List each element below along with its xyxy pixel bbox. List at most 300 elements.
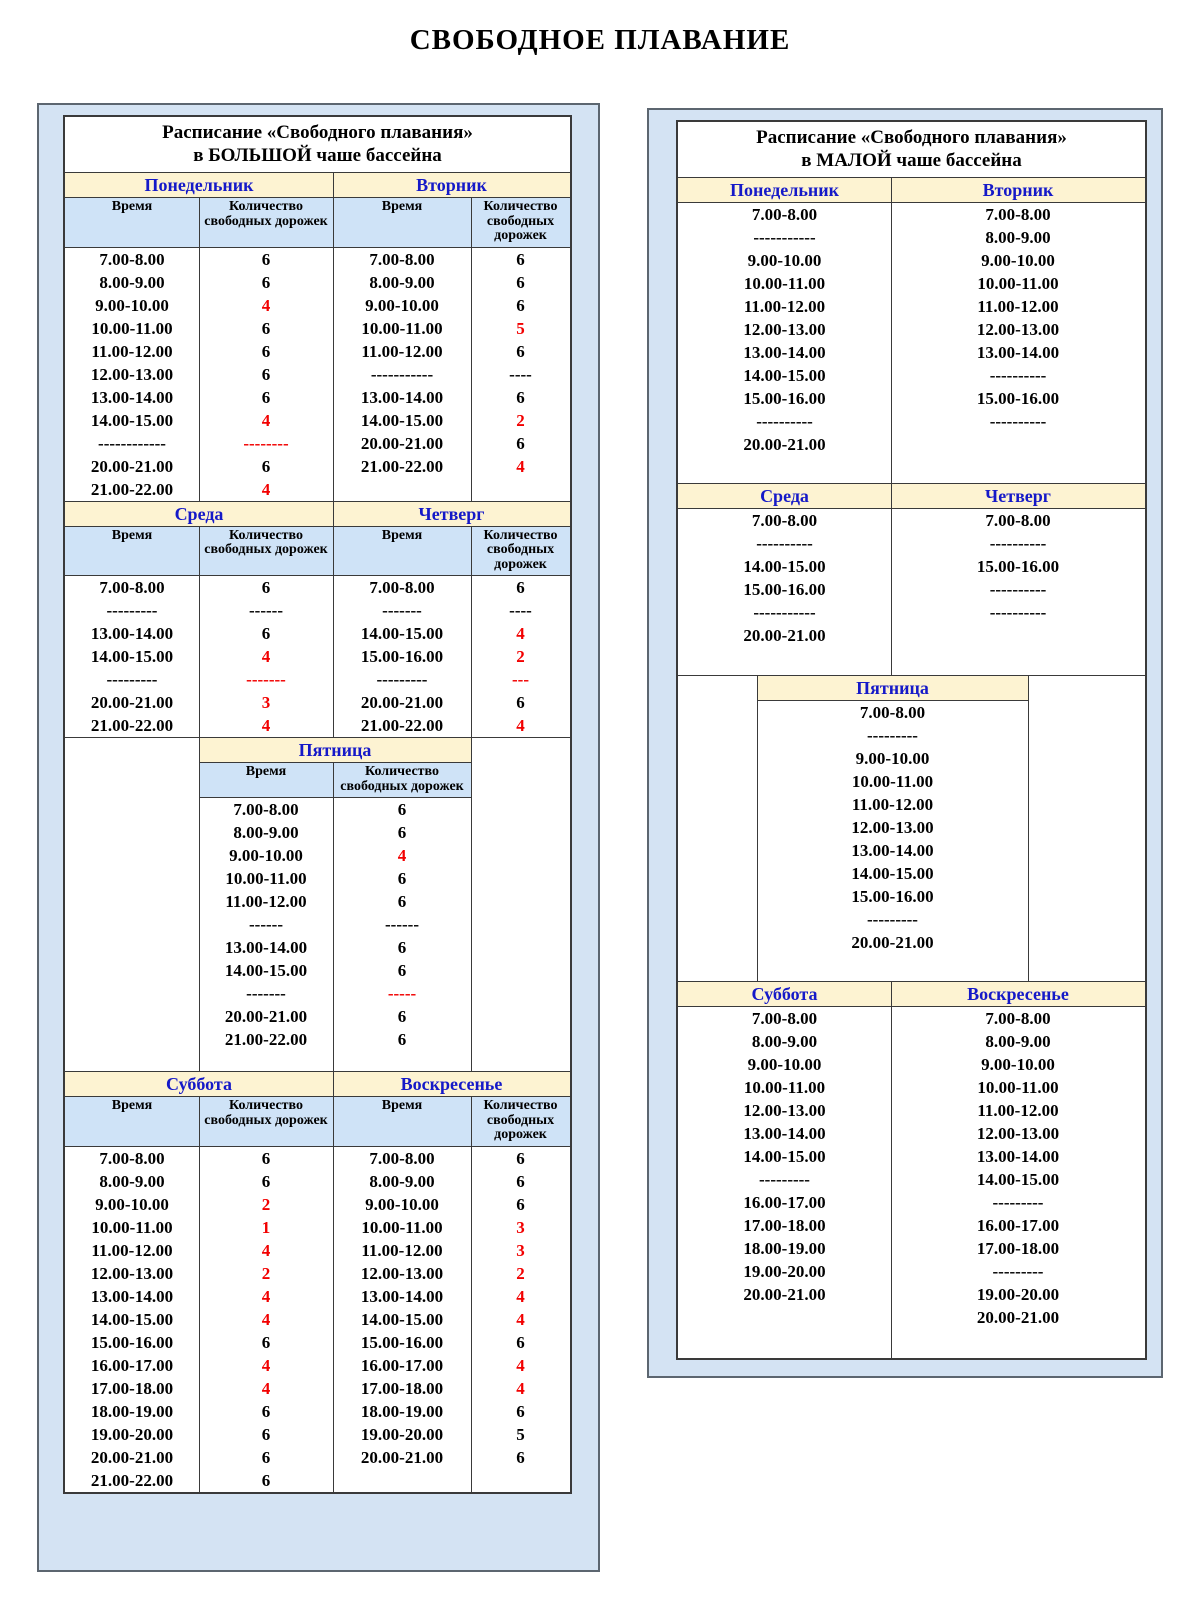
table-cell: 14.00-15.00 — [90, 410, 174, 430]
table-cell: 4 — [261, 1355, 271, 1375]
table-cell: 2 — [261, 1194, 271, 1214]
table-row — [65, 271, 570, 294]
table-cell: 21.00-22.00 — [224, 1030, 308, 1049]
table-cell: --- — [512, 670, 529, 689]
table-cell: 10.00-11.00 — [91, 1217, 173, 1237]
table-row — [678, 1030, 1145, 1053]
page-title: СВОБОДНОЕ ПЛАВАНИЕ — [409, 24, 791, 56]
table-cell — [891, 624, 1145, 647]
table-cell: 6 — [516, 1332, 525, 1352]
table-cell: 6 — [397, 823, 407, 842]
table-cell: 15.00-16.00 — [360, 1332, 444, 1352]
table-cell: 15.00-16.00 — [976, 389, 1060, 408]
table-cell: 19.00-20.00 — [360, 1424, 444, 1444]
small-pool-table — [676, 120, 1147, 1360]
day-header-row — [757, 676, 1028, 701]
table-row — [65, 1308, 570, 1331]
table-cell: ---------- — [989, 412, 1047, 431]
table-cell: 15.00-16.00 — [976, 557, 1060, 576]
table-cell: 6 — [261, 456, 271, 476]
table-cell: 14.00-15.00 — [224, 961, 308, 980]
table-cell: 20.00-21.00 — [360, 1447, 444, 1467]
table-cell: --------- — [106, 601, 158, 620]
table-cell: 6 — [261, 1401, 271, 1421]
day-header-row — [678, 982, 1145, 1007]
table-cell: 6 — [516, 1447, 525, 1467]
table-cell: ----------- — [753, 228, 816, 247]
table-cell: 11.00-12.00 — [361, 1240, 443, 1260]
day-header-saturday: Суббота — [751, 984, 818, 1004]
table-cell: 6 — [397, 938, 407, 957]
table-cell: 4 — [261, 1286, 271, 1306]
table-cell: 7.00-8.00 — [985, 1009, 1051, 1028]
table-cell: 6 — [516, 295, 525, 315]
column-header-row — [65, 198, 570, 248]
table-row — [65, 386, 570, 409]
table-cell: 4 — [261, 1240, 271, 1260]
table-cell: 20.00-21.00 — [743, 1285, 826, 1304]
table-cell: 5 — [516, 318, 525, 338]
table-cell: 9.00-10.00 — [747, 1055, 822, 1074]
table-row — [678, 318, 1145, 341]
table-cell — [678, 1306, 891, 1329]
table-cell: ---- — [509, 601, 532, 620]
table-row — [199, 798, 471, 821]
table-cell — [471, 1469, 570, 1492]
table-row — [678, 624, 1145, 647]
table-cell: 12.00-13.00 — [743, 320, 826, 339]
day-header-row — [65, 173, 570, 198]
small-section-sat-sun — [678, 982, 1145, 1358]
table-cell: 15.00-16.00 — [743, 389, 826, 408]
small-pool-title-line1: Расписание «Свободного плавания» — [756, 127, 1067, 148]
table-row — [678, 272, 1145, 295]
table-cell: 4 — [261, 479, 271, 499]
table-row — [65, 714, 570, 737]
table-row — [678, 1168, 1145, 1191]
table-cell: 4 — [516, 1378, 525, 1398]
table-cell: 6 — [261, 387, 271, 407]
table-cell: 6 — [261, 624, 271, 643]
column-header-row — [65, 1097, 570, 1147]
col-header-time: Время — [381, 1098, 423, 1113]
table-cell: 4 — [261, 295, 271, 315]
table-cell: 14.00-15.00 — [360, 624, 444, 643]
table-cell: 6 — [397, 800, 407, 819]
day-header-friday: Пятница — [298, 740, 372, 760]
table-cell: 6 — [516, 578, 525, 597]
table-row — [678, 555, 1145, 578]
table-row — [65, 1446, 570, 1469]
table-cell: 7.00-8.00 — [985, 205, 1051, 224]
table-cell: 3 — [516, 1217, 525, 1237]
day-header-monday: Понедельник — [730, 180, 839, 200]
table-cell: ------------ — [98, 433, 166, 453]
table-row — [199, 821, 471, 844]
small-section-wed-thu — [678, 484, 1145, 676]
table-row — [65, 248, 570, 271]
table-cell — [333, 1469, 471, 1492]
table-row — [199, 982, 471, 1005]
table-row — [65, 294, 570, 317]
table-cell: 7.00-8.00 — [859, 703, 926, 722]
table-row — [757, 931, 1028, 954]
table-row — [678, 1283, 1145, 1306]
table-row — [678, 1145, 1145, 1168]
table-row — [757, 793, 1028, 816]
table-cell: 10.00-11.00 — [361, 318, 443, 338]
table-cell: 9.00-10.00 — [95, 295, 169, 315]
table-row — [65, 1193, 570, 1216]
table-cell: 13.00-14.00 — [851, 841, 934, 860]
table-row — [757, 885, 1028, 908]
table-cell: 7.00-8.00 — [99, 578, 165, 597]
table-cell: 6 — [261, 1148, 271, 1168]
table-cell: 16.00-17.00 — [743, 1193, 826, 1212]
schedule-rows — [678, 509, 1145, 675]
table-cell: 12.00-13.00 — [90, 364, 174, 384]
table-row — [65, 317, 570, 340]
table-row — [757, 908, 1028, 931]
table-row — [678, 532, 1145, 555]
table-row — [678, 1122, 1145, 1145]
table-cell: 14.00-15.00 — [360, 410, 444, 430]
table-cell: 6 — [516, 1194, 525, 1214]
table-cell: 4 — [516, 1286, 525, 1306]
table-row — [65, 1216, 570, 1239]
big-pool-table — [63, 115, 572, 1494]
table-cell: 7.00-8.00 — [99, 249, 165, 269]
table-cell: --------- — [867, 910, 918, 929]
table-cell: 14.00-15.00 — [90, 647, 174, 666]
table-cell: 6 — [261, 1470, 271, 1490]
table-cell: 8.00-9.00 — [985, 228, 1051, 247]
table-cell: 13.00-14.00 — [976, 343, 1060, 362]
small-section-mon-tue — [678, 178, 1145, 484]
table-row — [678, 249, 1145, 272]
table-cell: 15.00-16.00 — [743, 580, 826, 599]
friday-block — [757, 676, 1028, 981]
table-cell: 6 — [261, 341, 271, 361]
table-cell: 17.00-18.00 — [90, 1378, 174, 1398]
table-row — [65, 576, 570, 599]
table-row — [199, 1028, 471, 1051]
table-cell: 6 — [516, 341, 525, 361]
day-header-row — [65, 1072, 570, 1097]
table-cell: 4 — [516, 1309, 525, 1329]
table-cell: 2 — [516, 1263, 525, 1283]
table-cell: 14.00-15.00 — [743, 557, 826, 576]
table-cell: --------- — [867, 726, 918, 745]
table-row — [678, 341, 1145, 364]
table-cell: 6 — [261, 318, 271, 338]
table-cell: 9.00-10.00 — [365, 1194, 439, 1214]
table-cell: 11.00-12.00 — [225, 892, 307, 911]
table-cell: 16.00-17.00 — [90, 1355, 174, 1375]
col-header-time: Время — [111, 527, 153, 543]
table-cell: 11.00-12.00 — [851, 795, 934, 814]
table-row — [199, 890, 471, 913]
table-cell: ---------- — [989, 534, 1047, 553]
table-cell: 3 — [516, 1240, 525, 1260]
table-cell: --------- — [759, 1170, 810, 1189]
table-cell: 7.00-8.00 — [985, 511, 1051, 530]
table-cell: ----------- — [753, 603, 816, 622]
table-cell: 7.00-8.00 — [751, 511, 818, 530]
col-header-lanes: Количество свободных дорожек — [483, 199, 558, 243]
day-header-saturday: Суббота — [166, 1074, 232, 1094]
table-cell: ----- — [387, 984, 417, 1003]
table-row — [757, 839, 1028, 862]
table-cell: 2 — [261, 1263, 271, 1283]
table-cell: 13.00-14.00 — [743, 1124, 826, 1143]
day-header-row — [65, 502, 570, 527]
table-cell: 21.00-22.00 — [360, 456, 444, 476]
table-row — [678, 1099, 1145, 1122]
table-row — [678, 433, 1145, 456]
schedule-rows — [65, 576, 570, 737]
table-row — [678, 1214, 1145, 1237]
table-cell: 17.00-18.00 — [360, 1378, 444, 1398]
table-cell: 21.00-22.00 — [90, 479, 174, 499]
table-cell: 4 — [261, 410, 271, 430]
table-cell: ---------- — [756, 412, 813, 431]
big-pool-title — [65, 117, 570, 173]
table-cell: ------ — [249, 915, 283, 934]
table-cell: 7.00-8.00 — [369, 249, 435, 269]
table-row — [65, 1469, 570, 1492]
table-row — [65, 691, 570, 714]
col-header-lanes: Количество свободных дорожек — [483, 527, 558, 572]
table-cell: 9.00-10.00 — [981, 1055, 1055, 1074]
table-row — [678, 226, 1145, 249]
table-cell: 14.00-15.00 — [90, 1309, 174, 1329]
table-row — [65, 409, 570, 432]
table-cell: 6 — [261, 272, 271, 292]
table-cell: 4 — [516, 716, 525, 735]
day-header-wednesday: Среда — [760, 486, 809, 506]
table-cell: 13.00-14.00 — [360, 387, 444, 407]
table-cell: 14.00-15.00 — [360, 1309, 444, 1329]
table-row — [678, 387, 1145, 410]
table-cell: 11.00-12.00 — [361, 341, 443, 361]
table-cell: 4 — [516, 1355, 525, 1375]
day-header-thursday: Четверг — [985, 486, 1051, 506]
table-cell: 6 — [397, 869, 407, 888]
table-cell: 9.00-10.00 — [855, 749, 930, 768]
table-cell: 16.00-17.00 — [360, 1355, 444, 1375]
table-cell: 11.00-12.00 — [743, 297, 826, 316]
table-row — [65, 1262, 570, 1285]
table-cell: ---------- — [989, 603, 1047, 622]
table-row — [678, 1076, 1145, 1099]
col-header-time: Время — [381, 199, 423, 214]
table-row — [199, 867, 471, 890]
table-row — [757, 701, 1028, 724]
table-row — [678, 410, 1145, 433]
table-cell: 6 — [397, 892, 407, 911]
day-header-friday: Пятница — [856, 678, 929, 698]
big-pool-panel — [37, 103, 600, 1572]
big-pool-title-line2: в БОЛЬШОЙ чаше бассейна — [193, 145, 442, 166]
table-cell: 6 — [261, 578, 271, 597]
table-cell: 9.00-10.00 — [747, 251, 822, 270]
table-cell: 6 — [261, 1171, 271, 1191]
day-header-tuesday: Вторник — [416, 175, 487, 195]
table-row — [65, 363, 570, 386]
schedule-rows — [678, 203, 1145, 483]
col-header-lanes: Количество свободных дорожек — [483, 1098, 558, 1142]
table-cell: 12.00-13.00 — [976, 320, 1060, 339]
table-cell: 8.00-9.00 — [369, 272, 435, 292]
table-cell: 7.00-8.00 — [233, 800, 299, 819]
table-cell: 19.00-20.00 — [743, 1262, 826, 1281]
schedule-rows — [65, 1147, 570, 1492]
table-row — [678, 578, 1145, 601]
small-pool-panel — [647, 108, 1163, 1378]
table-row — [757, 724, 1028, 747]
table-row — [678, 1237, 1145, 1260]
table-row — [199, 913, 471, 936]
table-cell: 11.00-12.00 — [91, 341, 173, 361]
table-cell: 9.00-10.00 — [95, 1194, 169, 1214]
table-cell: 11.00-12.00 — [91, 1240, 173, 1260]
column-header-row — [199, 763, 471, 798]
table-cell: 3 — [261, 693, 271, 712]
table-cell: 18.00-19.00 — [360, 1401, 444, 1421]
table-cell: 6 — [516, 272, 525, 292]
table-cell: 13.00-14.00 — [90, 1286, 174, 1306]
small-section-friday — [678, 676, 1145, 982]
table-cell: 14.00-15.00 — [976, 1170, 1060, 1189]
table-cell: 18.00-19.00 — [743, 1239, 826, 1258]
table-cell: 15.00-16.00 — [360, 647, 444, 666]
table-cell: 20.00-21.00 — [976, 1308, 1060, 1327]
table-cell: 6 — [261, 1332, 271, 1352]
table-cell: 6 — [261, 1447, 271, 1467]
table-cell: 17.00-18.00 — [743, 1216, 826, 1235]
col-header-time: Время — [111, 1098, 153, 1113]
table-row — [757, 862, 1028, 885]
table-cell: 5 — [516, 1424, 525, 1444]
table-cell: 21.00-22.00 — [90, 1470, 174, 1490]
table-row — [199, 959, 471, 982]
table-row — [678, 1260, 1145, 1283]
table-cell: 21.00-22.00 — [90, 716, 174, 735]
table-cell: 14.00-15.00 — [743, 1147, 826, 1166]
table-cell: 20.00-21.00 — [90, 693, 174, 712]
table-cell: 6 — [516, 1148, 525, 1168]
table-row — [678, 295, 1145, 318]
table-cell: ------- — [246, 670, 286, 689]
table-cell: 13.00-14.00 — [976, 1147, 1060, 1166]
friday-block — [199, 738, 471, 1071]
big-section-friday — [65, 738, 570, 1072]
table-cell: 8.00-9.00 — [369, 1171, 435, 1191]
table-cell: 13.00-14.00 — [90, 387, 174, 407]
table-row — [65, 455, 570, 478]
table-cell: 6 — [397, 1007, 407, 1026]
table-cell: ------ — [249, 601, 283, 620]
big-pool-title-line1: Расписание «Свободного плавания» — [162, 122, 473, 143]
big-section-wed-thu — [65, 502, 570, 739]
table-cell: 21.00-22.00 — [360, 716, 444, 735]
table-cell: 12.00-13.00 — [90, 1263, 174, 1283]
table-cell: ---- — [509, 364, 532, 384]
table-cell — [333, 478, 471, 501]
table-row — [678, 1191, 1145, 1214]
table-cell: 6 — [516, 1401, 525, 1421]
table-cell: 6 — [397, 961, 407, 980]
table-cell: 6 — [516, 249, 525, 269]
table-cell: 1 — [261, 1217, 271, 1237]
column-header-row — [65, 527, 570, 577]
table-row — [757, 816, 1028, 839]
table-cell: 2 — [516, 647, 525, 666]
table-cell: 4 — [261, 647, 271, 666]
col-header-lanes: Количество свободных дорожек — [204, 527, 328, 557]
table-cell: --------- — [992, 1262, 1044, 1281]
table-cell: 20.00-21.00 — [851, 933, 934, 952]
table-row — [678, 509, 1145, 532]
table-row — [65, 1170, 570, 1193]
table-cell: ---------- — [756, 534, 813, 553]
table-cell: 11.00-12.00 — [977, 1101, 1059, 1120]
table-cell: 6 — [516, 1171, 525, 1191]
table-cell: 20.00-21.00 — [360, 433, 444, 453]
table-cell: 20.00-21.00 — [360, 693, 444, 712]
col-header-time: Время — [381, 527, 423, 543]
table-cell: 20.00-21.00 — [743, 435, 826, 454]
table-cell: ---------- — [989, 366, 1047, 385]
table-cell: -------- — [243, 433, 289, 453]
table-cell: ---------- — [989, 580, 1047, 599]
col-header-lanes: Количество свободных дорожек — [340, 764, 464, 794]
table-cell: 12.00-13.00 — [976, 1124, 1060, 1143]
table-cell: ----------- — [370, 364, 434, 384]
table-cell: 10.00-11.00 — [977, 1078, 1059, 1097]
big-section-sat-sun — [65, 1072, 570, 1492]
table-cell: 10.00-11.00 — [225, 869, 307, 888]
table-cell: 6 — [516, 433, 525, 453]
table-cell: 10.00-11.00 — [91, 318, 173, 338]
table-cell: 13.00-14.00 — [743, 343, 826, 362]
table-cell: 13.00-14.00 — [360, 1286, 444, 1306]
table-cell: 4 — [261, 1378, 271, 1398]
table-row — [65, 1400, 570, 1423]
table-cell: 20.00-21.00 — [90, 456, 174, 476]
table-row — [65, 668, 570, 691]
table-cell: 9.00-10.00 — [981, 251, 1055, 270]
table-cell: 7.00-8.00 — [99, 1148, 165, 1168]
small-pool-title — [678, 122, 1145, 178]
day-header-thursday: Четверг — [418, 503, 485, 524]
table-cell: 6 — [261, 364, 271, 384]
table-cell: 8.00-9.00 — [985, 1032, 1051, 1051]
table-cell: 20.00-21.00 — [224, 1007, 308, 1026]
table-row — [678, 1306, 1145, 1329]
table-cell: 12.00-13.00 — [360, 1263, 444, 1283]
big-section-mon-tue — [65, 173, 570, 502]
table-cell: 10.00-11.00 — [743, 1078, 826, 1097]
table-cell: --------- — [106, 670, 158, 689]
table-row — [65, 599, 570, 622]
table-cell: 7.00-8.00 — [751, 1009, 818, 1028]
table-row — [65, 478, 570, 501]
table-cell: 10.00-11.00 — [977, 274, 1059, 293]
table-cell: 4 — [397, 846, 407, 865]
table-cell: 7.00-8.00 — [369, 578, 435, 597]
